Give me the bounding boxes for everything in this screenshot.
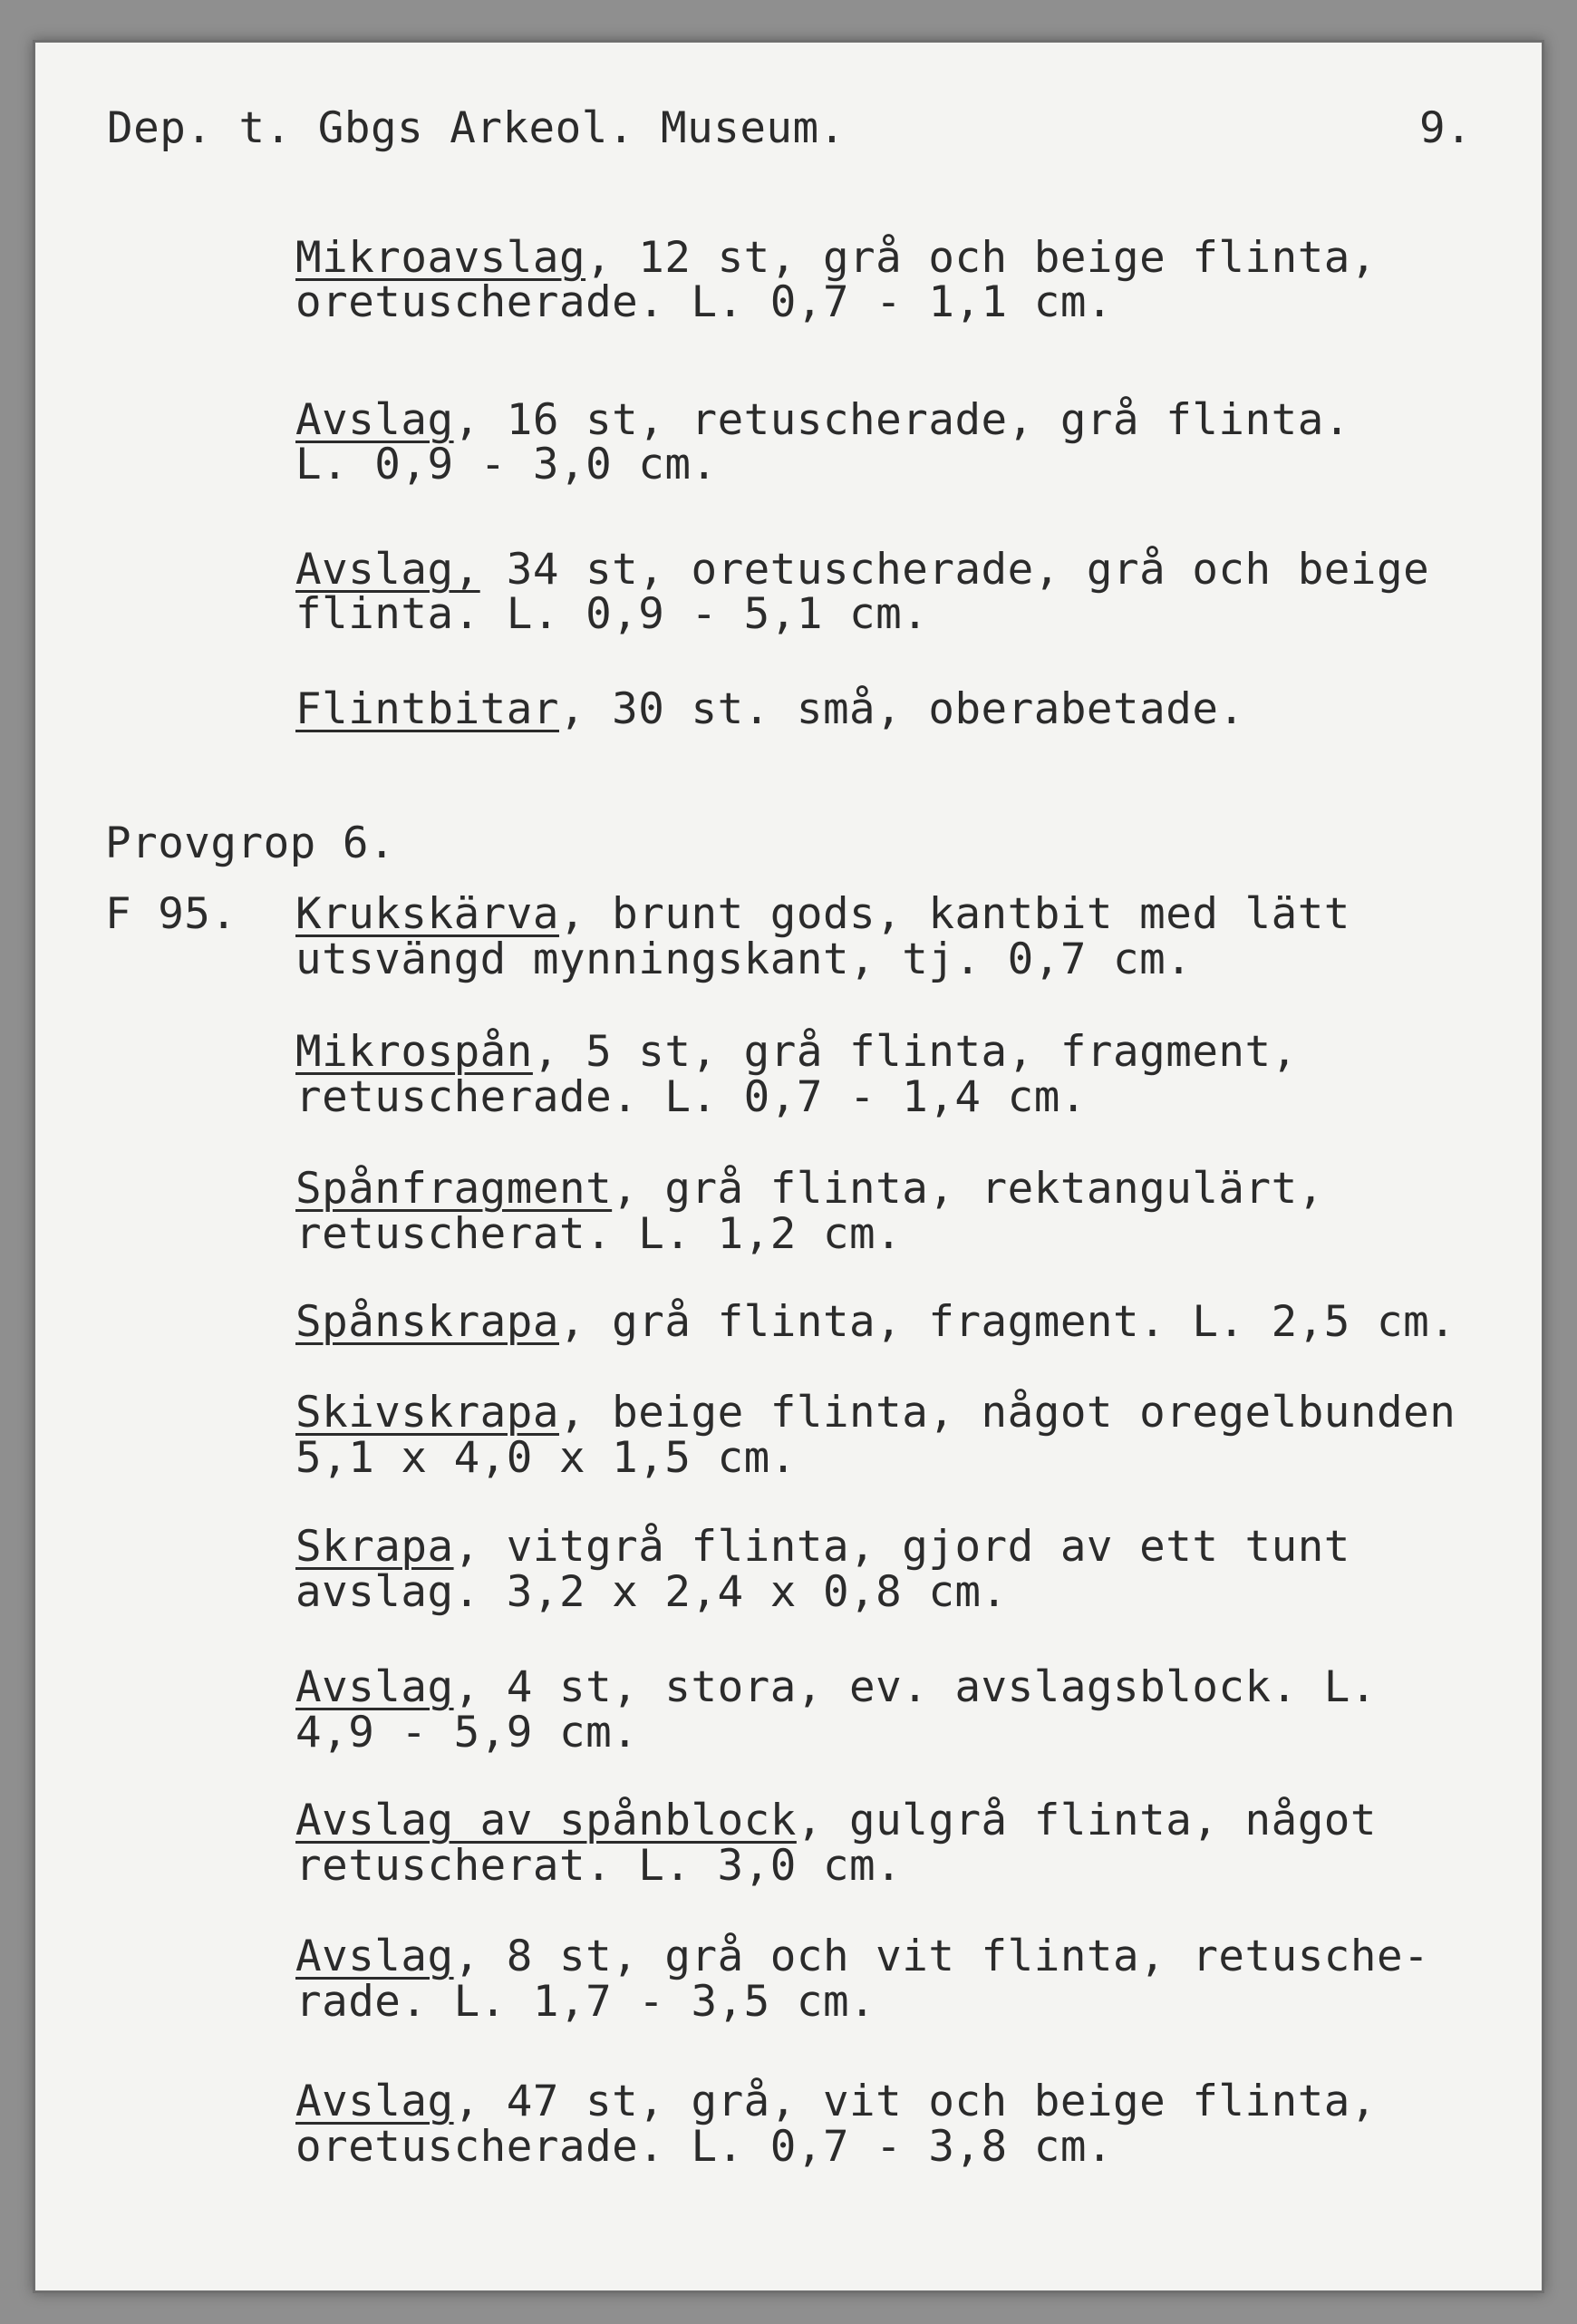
entry-line-2: retuscherat. L. 3,0 cm. <box>295 1841 903 1891</box>
entry-text: , 12 st, grå och beige flinta, <box>585 233 1378 283</box>
entry-term: Skrapa <box>295 1522 454 1572</box>
entry-term: Spånskrapa <box>295 1297 559 1347</box>
entry-line-2: oretuscherade. L. 0,7 - 3,8 cm. <box>295 2122 1114 2172</box>
entry-text: , 5 st, grå flinta, fragment, <box>532 1027 1298 1077</box>
document-page <box>33 40 1544 2293</box>
entry-term: Mikroavslag <box>295 233 586 283</box>
entry-line <box>295 1390 1456 1436</box>
entry-line <box>295 395 1350 445</box>
entry-text: , beige flinta, något oregelbunden <box>558 1388 1456 1438</box>
entry-term: Avslag <box>295 1662 454 1712</box>
entry-line-2: flinta. L. 0,9 - 5,1 cm. <box>295 589 929 639</box>
entry-line-2: rade. L. 1,7 - 3,5 cm. <box>295 1977 876 2027</box>
entry-line-2: oretuscherade. L. 0,7 - 1,1 cm. <box>295 277 1114 327</box>
entry-line-2: 4,9 - 5,9 cm. <box>295 1708 639 1758</box>
entry-line-2: 5,1 x 4,0 x 1,5 cm. <box>295 1433 797 1483</box>
entry-line <box>295 1798 1377 1844</box>
entry-term: Krukskärva <box>295 889 559 939</box>
entry-text: , 16 st, retuscherade, grå flinta. <box>453 395 1350 445</box>
entry-term: Mikrospån <box>295 1027 533 1077</box>
entry-text: , 47 st, grå, vit och beige flinta, <box>453 2077 1378 2126</box>
entry-text: , grå flinta, rektangulärt, <box>612 1164 1324 1214</box>
entry-line <box>295 1027 1298 1077</box>
entry-line <box>295 2079 1377 2125</box>
entry-text: , vitgrå flinta, gjord av ett tunt <box>453 1522 1350 1572</box>
entry-text: , 30 st. små, oberabetade. <box>558 684 1245 734</box>
entry-term: Avslag <box>295 2077 454 2126</box>
entry-term: Avslag, <box>295 545 480 595</box>
entry-line-2: avslag. 3,2 x 2,4 x 0,8 cm. <box>295 1567 1008 1617</box>
entry-line-2: L. 0,9 - 3,0 cm. <box>295 440 718 489</box>
entry-text: , gulgrå flinta, något <box>796 1796 1378 1845</box>
entry-term: Spånfragment <box>295 1164 613 1214</box>
entry-text: , brunt gods, kantbit med lätt <box>558 889 1350 939</box>
entry-line <box>295 1522 1350 1572</box>
entry-text: , 8 st, grå och vit flinta, retusche- <box>453 1932 1430 1981</box>
entry-line-2: retuscherat. L. 1,2 cm. <box>295 1209 903 1259</box>
entry-text: , 4 st, stora, ev. avslagsblock. L. <box>453 1662 1378 1712</box>
entry-text: , grå flinta, fragment. L. 2,5 cm. <box>558 1297 1456 1347</box>
entry-line <box>295 1297 1456 1347</box>
page-number: 9. <box>1419 103 1473 153</box>
entry-term: Avslag <box>295 1932 454 1981</box>
find-number: F 95. <box>105 889 237 939</box>
entry-line <box>295 1934 1429 1980</box>
entry-line <box>295 233 1378 283</box>
entry-term: Flintbitar <box>295 684 559 734</box>
entry-line-2: utsvängd mynningskant, tj. 0,7 cm. <box>295 934 1193 984</box>
entry-term: Avslag <box>295 395 454 445</box>
entry-line <box>295 889 1350 939</box>
entry-line <box>295 684 1245 734</box>
archive-header: Dep. t. Gbgs Arkeol. Museum. <box>107 103 846 153</box>
entry-line-2: retuscherade. L. 0,7 - 1,4 cm. <box>295 1072 1087 1122</box>
section-title: Provgrop 6. <box>105 818 396 868</box>
entry-line <box>295 1662 1378 1712</box>
entry-line <box>295 547 1429 593</box>
entry-line <box>295 1164 1324 1214</box>
entry-text: 34 st, oretuscherade, grå och beige <box>479 545 1430 595</box>
entry-term: Avslag av spånblock <box>295 1796 797 1845</box>
entry-term: Skivskrapa <box>295 1388 559 1438</box>
